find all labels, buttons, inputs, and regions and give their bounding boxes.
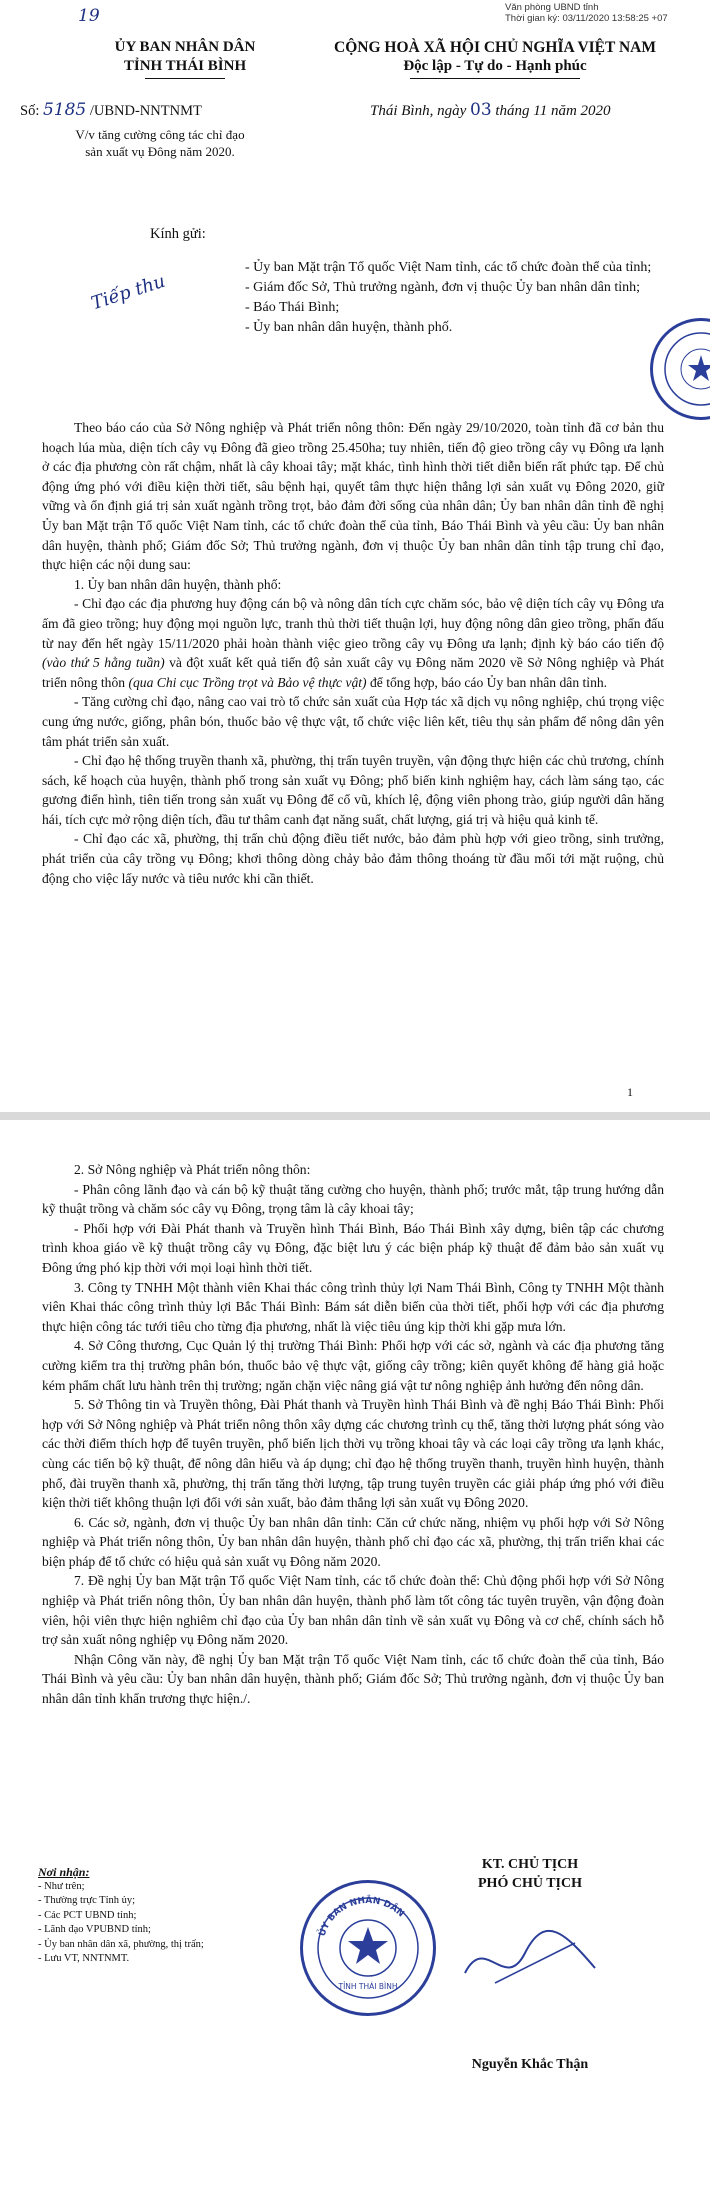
page-1-body	[42, 418, 664, 888]
signature-role-2: PHÓ CHỦ TỊCH	[478, 1876, 582, 1891]
agency-underline	[145, 78, 225, 79]
item-4-paragraph: 4. Sở Công thương, Cục Quản lý thị trường Thái Bình: Phối hợp với các sở, ngành và các địa phương tăng cường kiểm tra thị trường phân bón, thuốc bảo vệ thực vật, giống cây trồng; kiên quyết không để hàng giả hoặc kém phẩm chất lưu hành trên thị trường; ngăn chặn việc nâng giá vật tư nông nghiệp ảnh hưởng đến nông dân.	[42, 1338, 664, 1393]
noi-nhan-title: Nơi nhận:	[38, 1865, 90, 1879]
handwritten-signature	[455, 1913, 605, 2003]
handwritten-number: 5185	[42, 100, 87, 120]
subject	[10, 126, 310, 160]
item-1-paragraph-3: - Chỉ đạo hệ thống truyền thanh xã, phường, thị trấn tuyên truyền, vận động thực hiện các chủ trương, chính sách, kế hoạch của huyện, thành phố trong sản xuất vụ Đông; phổ biến kinh nghiệm hay, cách làm sáng tạo, các gương điển hình, tiên tiến trong sản xuất vụ Đông để cổ vũ, khích lệ, động viên phong trào, giúp người dân hăng hái, tích cực mở rộng diện tích, đầu tư thâm canh đạt năng suất, chất lượng, giá trị và hiệu quả kinh tế.	[42, 753, 664, 827]
intro-paragraph: Theo báo cáo của Sở Nông nghiệp và Phát triển nông thôn: Đến ngày 29/10/2020, toàn tỉnh đã cơ bản thu hoạch lúa mùa, diện tích cây vụ Đông đã gieo trồng 25.450ha; tuy nhiên, tiến độ gieo trồng cây vụ Đông ưa lạnh ở các địa phương còn rất chậm, nhất là cây khoai tây; mặt khác, tình hình thời tiết diễn biến rất phức tạp. Để chủ động ứng phó với điều kiện thời tiết, sâu bệnh hại, quyết tâm thực hiện thắng lợi sản xuất vụ Đông 2020, giữ vững và ổn định giá trị sản xuất ngành trồng trọt, bảo đảm đời sống của nhân dân; Ủy ban nhân dân tỉnh đề nghị Ủy ban Mặt trận Tổ quốc Việt Nam tỉnh, các tổ chức đoàn thể của tỉnh, Báo Thái Bình và yêu cầu: Ủy ban nhân dân huyện, thành phố; Giám đốc Sở; Thủ trưởng ngành, đơn vị thuộc Ủy ban nhân dân tỉnh tập trung chỉ đạo, thực hiện các nội dung sau:	[42, 420, 664, 573]
registration-office: Văn phòng UBND tỉnh	[505, 2, 599, 13]
item-3-paragraph: 3. Công ty TNHH Một thành viên Khai thác công trình thủy lợi Nam Thái Bình, Công ty TNHH Một thành viên Khai thác công trình thủy lợi Bắc Thái Bình: Bám sát diễn biến của thời tiết, phối hợp với các địa phương thực hiện công tác tưới tiêu cho từng địa phương, nhất là việc tiêu úng kịp thời khi gặp mưa lớn.	[42, 1279, 664, 1334]
handwritten-diagonal-note: Tiếp thu	[88, 270, 168, 315]
national-title: CỘNG HOÀ XÃ HỘI CHỦ NGHĨA VIỆT NAM	[334, 39, 656, 56]
item-1-paragraph-2: - Tăng cường chỉ đạo, nâng cao vai trò tổ chức sản xuất của Hợp tác xã dịch vụ nông nghiệp, chú trọng việc cung ứng nước, giống, phân bón, thuốc bảo vệ thực vật, tổ chức việc liên kết, tiêu thụ sản phẩm để nông dân yên tâm phát triển sản xuất.	[42, 694, 664, 749]
item-1-paragraph-1	[42, 594, 664, 692]
item-1-title: 1. Ủy ban nhân dân huyện, thành phố:	[74, 576, 282, 592]
recipient-item: - Báo Thái Bình;	[245, 300, 340, 315]
item-1-paragraph-4: - Chỉ đạo các xã, phường, thị trấn chủ động điều tiết nước, bảo đảm phù hợp với gieo trồng, sinh trưởng, phát triển của cây trồng vụ Đông; khơi thông dòng chảy bảo đảm thông thoáng từ đầu mối tới mặt ruộng, chủ động cho việc lấy nước và tiêu nước khi cần thiết.	[42, 831, 664, 886]
item-5-paragraph: 5. Sở Thông tin và Truyền thông, Đài Phát thanh và Truyền hình Thái Bình và đề nghị Báo Thái Bình: Phối hợp với Sở Nông nghiệp và Phát triển nông thôn xây dựng các chương trình cụ thể, tăng thời lượng phát sóng vào các thời điểm thích hợp để tuyên truyền, phổ biến lịch thời vụ trồng khoai tây và các loại cây trồng ưa lạnh khác, cùng các tiến bộ kỹ thuật, để nông dân hiểu và áp dụng; chỉ đạo hệ thống truyền thanh, truyền hình huyện, thành phố, đài truyền thanh xã, phường, thị trấn tăng thời lượng, tập trung tuyên truyền các giải pháp ứng phó với điều kiện thời tiết không thuận lợi đối với sản xuất, bảo đảm thắng lợi sản xuất vụ Đông 2020.	[42, 1397, 664, 1511]
noi-nhan-item: - Như trên;	[38, 1880, 85, 1892]
seal-bottom-text: TỈNH THÁI BÌNH	[338, 1982, 398, 1991]
item-2-title: 2. Sở Nông nghiệp và Phát triển nông thôn:	[74, 1162, 311, 1177]
item-1-italic-d: (qua Chi cục Trồng trọt và Bảo vệ thực vật)	[128, 674, 367, 690]
national-header	[300, 38, 690, 79]
noi-nhan-item: - Các PCT UBND tỉnh;	[38, 1909, 137, 1921]
digital-signature-stamp	[505, 2, 668, 24]
agency-province: TỈNH THÁI BÌNH	[123, 58, 247, 74]
document-date	[370, 100, 700, 120]
agency-header	[40, 38, 330, 79]
date-prefix: Thái Bình, ngày	[370, 103, 467, 119]
registration-time: Thời gian ký: 03/11/2020 13:58:25 +07	[505, 13, 668, 24]
date-suffix: tháng 11 năm 2020	[495, 103, 611, 119]
item-2-paragraph-1: - Phân công lãnh đạo và cán bộ kỹ thuật tăng cường cho huyện, thành phố; trước mắt, tập trung hướng dẫn kỹ thuật trồng và chăm sóc cây vụ Đông, trọng tâm là cây khoai tây;	[42, 1181, 664, 1217]
page-2-body	[42, 1160, 664, 1709]
item-2-paragraph-2: - Phối hợp với Đài Phát thanh và Truyền hình Thái Bình, Báo Thái Bình xây dựng, biên tập các chương trình khoa giáo về kỹ thuật trồng cây vụ Đông, đặc biệt lưu ý các biện pháp kỹ thuật để đảm bảo sản xuất vụ Đông ứng phó kịp thời với mọi loại hình thời tiết.	[42, 1220, 664, 1275]
seal-graphic	[653, 321, 710, 417]
seal-arc-text: ỦY BAN NHÂN DÂN	[317, 1895, 406, 1938]
item-1-text-e: để tổng hợp, báo cáo Ủy ban nhân dân tỉnh.	[369, 674, 608, 690]
noi-nhan-item: - Thường trực Tỉnh ủy;	[38, 1895, 136, 1906]
item-1-text-a: - Chỉ đạo các địa phương huy động cán bộ và nông dân tích cực chăm sóc, bảo vệ diện tích cây vụ Đông ưa ấm đã gieo trồng; huy động mọi nguồn lực, tranh thủ thời tiết thuận lợi, huy động nông dân gieo trồng, phấn đấu từ nay đến hết ngày 15/11/2020 phải hoàn thành việc gieo trồng cây vụ Đông ưa lạnh; định kỳ báo cáo tiến độ	[42, 596, 664, 651]
noi-nhan-item: - Ủy ban nhân dân xã, phường, thị trấn;	[38, 1938, 204, 1950]
item-1-italic-b: (vào thứ 5 hằng tuần)	[42, 655, 165, 671]
noi-nhan-block	[38, 1865, 268, 1967]
number-prefix: Số:	[20, 103, 40, 119]
recipient-item: - Ủy ban nhân dân huyện, thành phố.	[245, 320, 453, 335]
national-motto: Độc lập - Tự do - Hạnh phúc	[403, 58, 587, 74]
page-number: 1	[627, 1085, 633, 1099]
item-7-paragraph: 7. Đề nghị Ủy ban Mặt trận Tổ quốc Việt Nam tỉnh, các tổ chức đoàn thể: Chủ động phối hợp với Sở Nông nghiệp và Phát triển nông thôn, Ủy ban nhân dân huyện, thành phố làm tốt công tác tuyên truyền, vận động đoàn viên, hội viên thực hiện nghiêm chỉ đạo của Ủy ban nhân dân tỉnh về sản xuất vụ Đông và cơ chế, chính sách hỗ trợ sản xuất nông nghiệp vụ Đông năm 2020.	[42, 1573, 664, 1648]
kinh-gui-label: Kính gửi:	[150, 226, 206, 242]
recipients-list	[245, 258, 675, 338]
signer-name: Nguyễn Khắc Thận	[471, 2057, 589, 2072]
agency-name: ỦY BAN NHÂN DÂN	[114, 39, 256, 55]
signature-role-1: KT. CHỦ TỊCH	[481, 1857, 579, 1872]
number-suffix: /UBND-NNTNMT	[89, 103, 202, 119]
noi-nhan-item: - Lưu VT, NNTNMT.	[38, 1953, 130, 1964]
signature-block	[380, 1855, 680, 2074]
closing-paragraph: Nhận Công văn này, đề nghị Ủy ban Mặt trận Tổ quốc Việt Nam tỉnh, các tổ chức đoàn thể của tỉnh, Báo Thái Bình và yêu cầu: Ủy ban nhân dân huyện, thành phố; Giám đốc Sở; Thủ trưởng ngành, đơn vị thuộc Ủy ban nhân dân tỉnh khẩn trương thực hiện./.	[42, 1651, 664, 1707]
noi-nhan-item: - Lãnh đạo VPUBND tỉnh;	[38, 1924, 151, 1935]
recipient-item: - Giám đốc Sở, Thủ trưởng ngành, đơn vị thuộc Ủy ban nhân dân tỉnh;	[245, 280, 641, 295]
document-number	[20, 100, 300, 120]
handwritten-day: 03	[470, 100, 492, 120]
subject-line-2: sản xuất vụ Đông năm 2020.	[85, 144, 235, 159]
recipient-item: - Ủy ban Mặt trận Tổ quốc Việt Nam tỉnh, các tổ chức đoàn thể của tỉnh;	[245, 260, 652, 275]
motto-underline	[410, 78, 580, 79]
item-6-paragraph: 6. Các sở, ngành, đơn vị thuộc Ủy ban nhân dân tỉnh: Căn cứ chức năng, nhiệm vụ phối hợp với Sở Nông nghiệp và Phát triển nông thôn, Ủy ban nhân dân huyện, thành phố chỉ đạo các xã, phường, thị trấn triển khai các biện pháp để tổ chức có hiệu quả sản xuất vụ Đông năm 2020.	[42, 1514, 664, 1569]
handwritten-corner-mark: 19	[78, 6, 100, 26]
item-1-text-c: và đột xuất kết quả tiến độ sản xuất cây vụ Đông năm 2020 về Sở Nông nghiệp và Phát triển nông thôn	[42, 655, 664, 690]
subject-line-1: V/v tăng cường công tác chỉ đạo	[75, 127, 245, 142]
